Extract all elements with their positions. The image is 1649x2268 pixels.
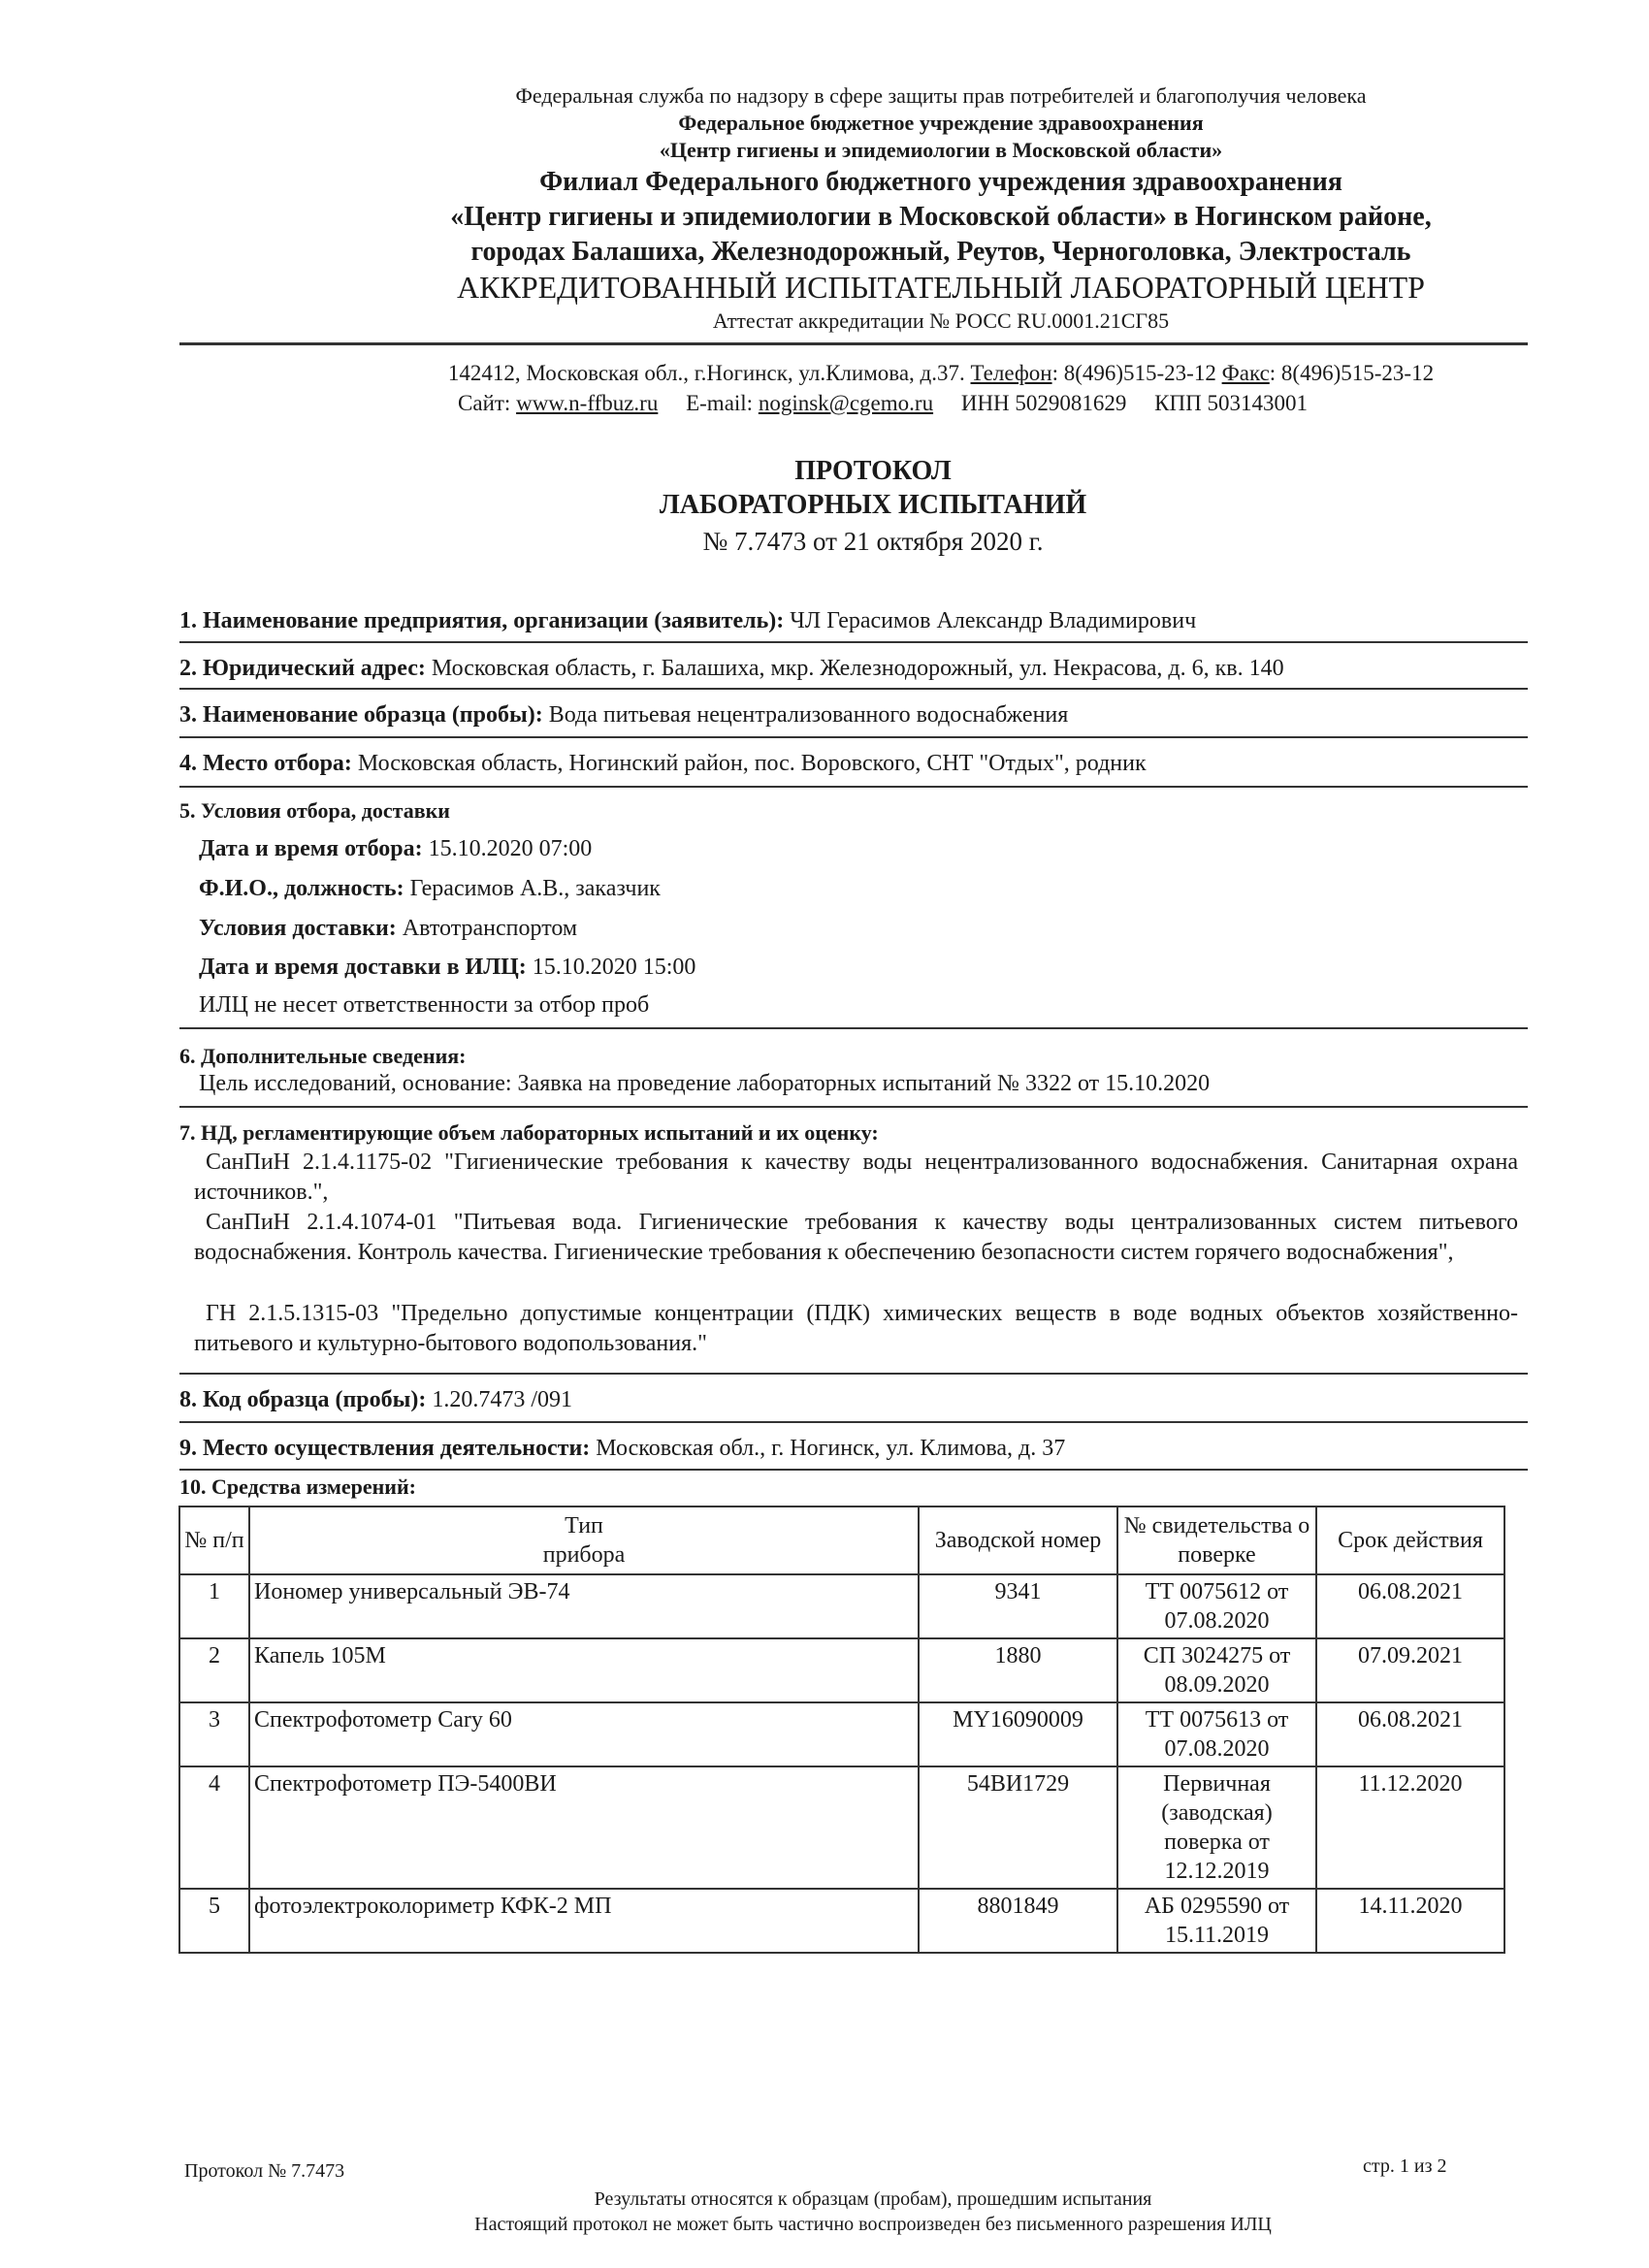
instrument-type: Спектрофотометр Cary 60	[249, 1702, 919, 1766]
value: Автотранспортом	[402, 916, 578, 941]
value: 15.10.2020 15:00	[532, 955, 696, 980]
label: 9. Место осуществления деятельности:	[179, 1436, 591, 1461]
contacts-line1	[116, 361, 1649, 386]
table-header-row	[179, 1507, 1504, 1574]
fax: : 8(496)515-23-12	[1269, 361, 1435, 385]
inn: ИНН 5029081629	[960, 391, 1127, 415]
sample-name: Вода питьевая нецентрализованного водоснабжения	[548, 702, 1069, 728]
instrument-type: фотоэлектроколориметр КФК-2 МП	[249, 1889, 919, 1953]
divider	[179, 1469, 1528, 1471]
serial-number: 8801849	[919, 1889, 1117, 1953]
header-line4: Филиал Федерального бюджетного учреждения здравоохранения	[539, 167, 1342, 197]
norm-doc-1: СанПиН 2.1.4.1175-02 "Гигиенические требования к качеству воды нецентрализованного водоснабжения. Санитарная охрана источников.",	[194, 1150, 1518, 1205]
row-number: 1	[179, 1574, 249, 1638]
row-number: 3	[179, 1702, 249, 1766]
title-line2: ЛАБОРАТОРНЫХ ИСПЫТАНИЙ	[659, 490, 1087, 520]
header-line3: «Центр гигиены и эпидемиологии в Московской области»	[659, 138, 1223, 162]
divider	[179, 1373, 1528, 1375]
header-line2: Федеральное бюджетное учреждение здравоохранения	[678, 111, 1204, 135]
table-row	[179, 1638, 1504, 1702]
sampler-name	[199, 876, 661, 902]
col-certificate: № свидетельства о поверке	[1117, 1507, 1316, 1574]
divider	[179, 1421, 1528, 1423]
norm-doc-3: ГН 2.1.5.1315-03 "Предельно допустимые концентрации (ПДК) химических веществ в воде водных объектов хозяйственно-питьевого и культурно-бытового водопользования."	[194, 1301, 1518, 1356]
section-3	[179, 702, 1068, 729]
col-serial: Заводской номер	[919, 1507, 1117, 1574]
applicant: ЧЛ Герасимов Александр Владимирович	[790, 608, 1197, 633]
row-number: 4	[179, 1766, 249, 1889]
activity-place: Московская обл., г. Ногинск, ул. Климова, д. 37	[596, 1436, 1066, 1461]
table-row	[179, 1766, 1504, 1889]
label: Условия доставки:	[199, 916, 397, 941]
site-link[interactable]: www.n-ffbuz.ru	[516, 391, 659, 415]
sample-code: 1.20.7473 /091	[432, 1387, 573, 1412]
section-5-label: 5. Условия отбора, доставки	[179, 798, 450, 823]
certificate: АБ 0295590 от 15.11.2019	[1117, 1889, 1316, 1953]
additional-info: Цель исследований, основание: Заявка на проведение лабораторных испытаний № 3322 от 15.10.2020	[199, 1071, 1211, 1096]
col-type: Тип прибора	[249, 1507, 919, 1574]
instrument-type: Капель 105М	[249, 1638, 919, 1702]
sampling-disclaimer: ИЛЦ не несет ответственности за отбор проб	[199, 992, 650, 1018]
serial-number: 9341	[919, 1574, 1117, 1638]
divider	[179, 736, 1528, 738]
row-number: 2	[179, 1638, 249, 1702]
row-number: 5	[179, 1889, 249, 1953]
label: 2. Юридический адрес:	[179, 656, 426, 681]
validity: 06.08.2021	[1316, 1702, 1504, 1766]
col-number: № п/п	[179, 1507, 249, 1574]
table-row	[179, 1889, 1504, 1953]
header-line5: «Центр гигиены и эпидемиологии в Московской области» в Ногинском районе,	[450, 202, 1432, 232]
certificate: СП 3024275 от 08.09.2020	[1117, 1638, 1316, 1702]
section-9	[179, 1436, 1065, 1462]
validity: 06.08.2021	[1316, 1574, 1504, 1638]
footer-note2: Настоящий протокол не может быть частично воспроизведен без письменного разрешения ИЛЦ	[474, 2214, 1272, 2235]
label: 8. Код образца (пробы):	[179, 1387, 427, 1412]
label: Ф.И.О., должность:	[199, 876, 404, 901]
value: 15.10.2020 07:00	[428, 836, 593, 861]
title-line1: ПРОТОКОЛ	[794, 456, 952, 486]
site-label: Сайт:	[458, 391, 511, 415]
sampling-place: Московская область, Ногинский район, пос. Воровского, СНТ "Отдых", родник	[357, 751, 1147, 776]
serial-number: 1880	[919, 1638, 1117, 1702]
address: 142412, Московская обл., г.Ногинск, ул.Климова, д.37.	[447, 361, 965, 385]
divider	[179, 1106, 1528, 1108]
delivery-conditions	[199, 916, 577, 942]
serial-number: 54ВИ1729	[919, 1766, 1117, 1889]
label: Дата и время доставки в ИЛЦ:	[199, 955, 527, 980]
sampling-date	[199, 836, 592, 862]
table-row	[179, 1574, 1504, 1638]
certificate: Первичная (заводская) поверка от 12.12.2019	[1117, 1766, 1316, 1889]
phone: : 8(496)515-23-12	[1051, 361, 1216, 385]
norm-doc-2: СанПиН 2.1.4.1074-01 "Питьевая вода. Гигиенические требования к качеству воды централизованных систем питьевого водоснабжения. Контроль качества. Гигиенические требования к обеспечению безопасности систем горячего водоснабжения",	[194, 1210, 1518, 1265]
table-row	[179, 1702, 1504, 1766]
protocol-number: № 7.7473 от 21 октября 2020 г.	[702, 527, 1044, 556]
certificate: ТТ 0075613 от 07.08.2020	[1117, 1702, 1316, 1766]
certificate: ТТ 0075612 от 07.08.2020	[1117, 1574, 1316, 1638]
divider	[179, 1027, 1528, 1029]
validity: 07.09.2021	[1316, 1638, 1504, 1702]
divider	[179, 786, 1528, 788]
validity: 14.11.2020	[1316, 1889, 1504, 1953]
label: Дата и время отбора:	[199, 836, 423, 861]
email-link[interactable]: noginsk@cgemo.ru	[758, 391, 934, 415]
instrument-type: Спектрофотометр ПЭ-5400ВИ	[249, 1766, 919, 1889]
section-4	[179, 751, 1147, 777]
section-10-label: 10. Средства измерений:	[179, 1474, 416, 1499]
fax-label: Факс	[1221, 361, 1270, 385]
accreditation: Аттестат аккредитации № РОСС RU.0001.21СГ85	[712, 308, 1170, 333]
section-7-label: 7. НД, регламентирующие объем лабораторных испытаний и их оценку:	[179, 1120, 879, 1145]
kpp: КПП 503143001	[1154, 391, 1308, 415]
validity: 11.12.2020	[1316, 1766, 1504, 1889]
page-number: стр. 1 из 2	[1363, 2155, 1447, 2177]
section-6-label: 6. Дополнительные сведения:	[179, 1044, 467, 1068]
instrument-type: Иономер универсальный ЭВ-74	[249, 1574, 919, 1638]
instruments-table	[178, 1506, 1505, 1954]
divider	[179, 641, 1528, 643]
phone-label: Телефон	[970, 361, 1052, 385]
label: 3. Наименование образца (пробы):	[179, 702, 543, 728]
header-line6: городах Балашиха, Железнодорожный, Реутов, Черноголовка, Электросталь	[470, 237, 1411, 267]
serial-number: MY16090009	[919, 1702, 1117, 1766]
header-divider	[179, 342, 1528, 345]
email-label: E-mail:	[686, 391, 754, 415]
label: 1. Наименование предприятия, организации (заявитель):	[179, 608, 785, 633]
section-1	[179, 608, 1196, 634]
label: 4. Место отбора:	[179, 751, 352, 776]
header-line7: АККРЕДИТОВАННЫЙ ИСПЫТАТЕЛЬНЫЙ ЛАБОРАТОРНЫЙ ЦЕНТР	[457, 270, 1425, 305]
footer-protocol: Протокол № 7.7473	[184, 2160, 345, 2182]
divider	[179, 688, 1528, 690]
section-2	[179, 656, 1284, 682]
value: Герасимов А.В., заказчик	[409, 876, 661, 901]
footer-note1: Результаты относятся к образцам (пробам), прошедшим испытания	[594, 2188, 1152, 2210]
col-validity: Срок действия	[1316, 1507, 1504, 1574]
section-8	[179, 1387, 572, 1413]
delivery-date	[199, 955, 695, 981]
legal-address: Московская область, г. Балашиха, мкр. Железнодорожный, ул. Некрасова, д. 6, кв. 140	[431, 656, 1284, 681]
header-line1: Федеральная служба по надзору в сфере защиты прав потребителей и благополучия человека	[515, 83, 1367, 108]
contacts-line2	[58, 391, 1649, 416]
